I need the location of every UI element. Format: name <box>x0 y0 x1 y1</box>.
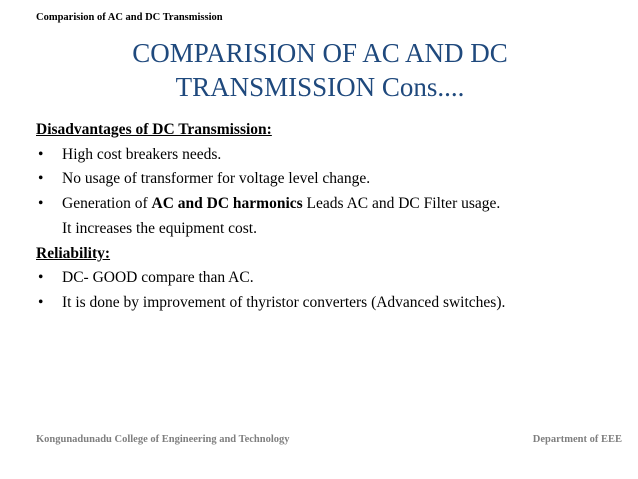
bullet-item <box>36 192 626 217</box>
bullet-continuation: It increases the equipment cost. <box>62 219 257 237</box>
slide-title <box>60 36 580 104</box>
bullet-icon: • <box>38 269 44 287</box>
bullet-text: DC- GOOD compare than AC. <box>62 269 254 287</box>
disadvantages-heading: Disadvantages of DC Transmission: <box>36 121 272 138</box>
bullet-item <box>36 167 626 192</box>
slide-title-line-2: TRANSMISSION Cons.... <box>175 72 465 102</box>
slide-content <box>36 118 626 316</box>
bullet-text-after: Leads AC and DC Filter usage. <box>302 195 501 213</box>
bullet-text: High cost breakers needs. <box>62 145 222 163</box>
bullet-icon: • <box>38 195 44 213</box>
bullet-text: It is done by improvement of thyristor converters (Advanced switches). <box>62 293 506 311</box>
slide-title-line-1: COMPARISION OF AC AND DC <box>132 38 508 68</box>
bullet-icon: • <box>38 145 44 163</box>
reliability-heading: Reliability: <box>36 244 111 262</box>
footer-department: Department of EEE <box>532 434 622 445</box>
footer-college: Kongunadunadu College of Engineering and Technology <box>36 434 290 445</box>
bullet-text-bold: AC and DC harmonics <box>151 195 303 213</box>
bullet-text: No usage of transformer for voltage level change. <box>62 170 371 188</box>
bullet-item <box>36 266 626 291</box>
bullet-item <box>36 291 626 316</box>
bullet-icon: • <box>38 170 44 188</box>
header-label: Comparision of AC and DC Transmission <box>36 12 223 23</box>
bullet-item <box>36 143 626 168</box>
bullet-icon: • <box>38 293 44 311</box>
bullet-text-before: Generation of <box>62 195 152 213</box>
